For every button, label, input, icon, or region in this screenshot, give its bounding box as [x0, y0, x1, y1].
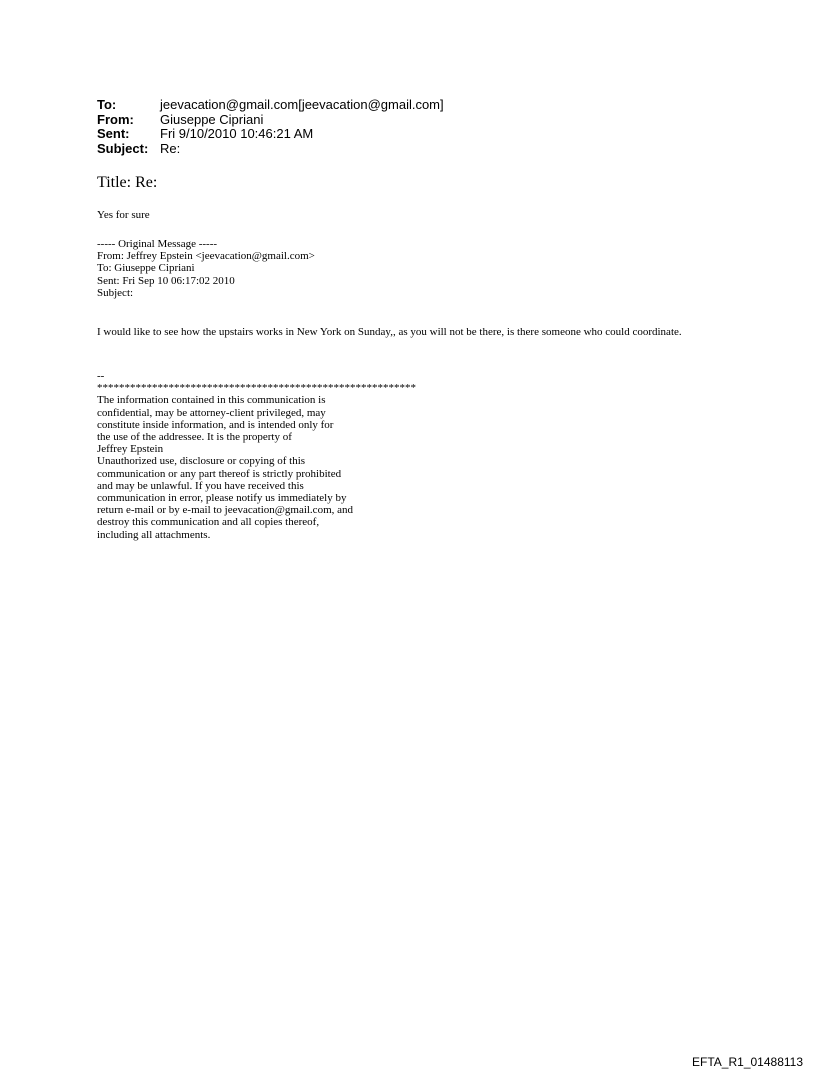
- disclaimer-line: constitute inside information, and is intended only for: [97, 418, 334, 431]
- to-value: jeevacation@gmail.com[jeevacation@gmail.com]: [160, 97, 444, 112]
- subject-value: Re:: [160, 140, 181, 156]
- sent-value: Fri 9/10/2010 10:46:21 AM: [160, 126, 314, 141]
- signature-separator: --: [97, 370, 105, 382]
- original-to: To: Giuseppe Cipriani: [97, 262, 195, 275]
- original-message: [97, 238, 315, 299]
- disclaimer-line: the use of the addressee. It is the property of: [97, 431, 292, 444]
- sent-label: Sent:: [97, 126, 130, 141]
- disclaimer-line: including all attachments.: [97, 528, 211, 541]
- disclaimer-block: [97, 370, 416, 541]
- reply-text: Yes for sure: [97, 209, 150, 221]
- header-from-row: [97, 113, 444, 128]
- from-value: Giuseppe Cipriani: [160, 111, 264, 127]
- from-label: From:: [97, 111, 134, 127]
- email-header: [97, 98, 444, 156]
- disclaimer-stars: **********************************************************: [97, 382, 416, 395]
- disclaimer-line: The information contained in this communication is: [97, 394, 326, 407]
- disclaimer-line: Unauthorized use, disclosure or copying of this: [97, 455, 306, 468]
- header-sent-row: [97, 127, 444, 142]
- document-id: EFTA_R1_01488113: [692, 1055, 803, 1069]
- original-from: From: Jeffrey Epstein <jeevacation@gmail.com>: [97, 250, 315, 263]
- disclaimer-line: destroy this communication and all copies thereof,: [97, 516, 320, 529]
- original-divider: ----- Original Message -----: [97, 238, 218, 250]
- disclaimer-line: communication or any part thereof is strictly prohibited: [97, 467, 342, 480]
- disclaimer-line: confidential, may be attorney-client privileged, may: [97, 406, 326, 419]
- message-title: Title: Re:: [97, 174, 158, 191]
- disclaimer-line: Jeffrey Epstein: [97, 443, 164, 456]
- disclaimer-line: and may be unlawful. If you have received this: [97, 479, 304, 492]
- header-subject-row: [97, 142, 444, 157]
- header-to-row: [97, 98, 444, 113]
- disclaimer-line: return e-mail or by e-mail to jeevacation@gmail.com, and: [97, 504, 354, 517]
- disclaimer-line: communication in error, please notify us immediately by: [97, 492, 347, 505]
- original-subject: Subject:: [97, 286, 134, 299]
- to-label: To:: [97, 97, 117, 112]
- original-sent: Sent: Fri Sep 10 06:17:02 2010: [97, 274, 235, 287]
- subject-label: Subject:: [97, 140, 149, 156]
- message-body: I would like to see how the upstairs works in New York on Sunday,, as you will not be there, is there someone who could coordinate.: [97, 326, 682, 338]
